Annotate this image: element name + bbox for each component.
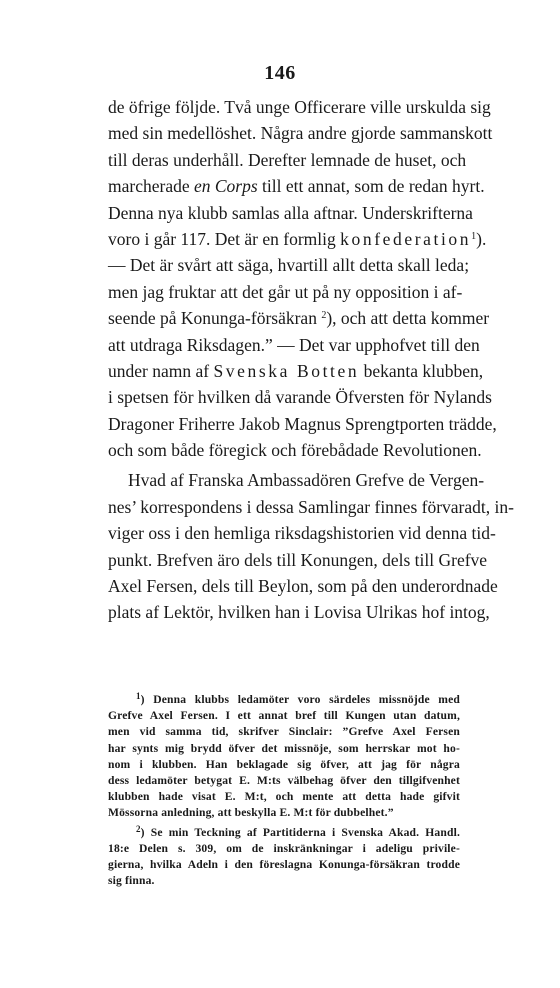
- text-line: viger oss i den hemliga riksdagshistorien vid denna tid-: [108, 523, 496, 544]
- text-line: att utdraga Riksdagen.” — Det var upphofvet till den: [108, 334, 480, 355]
- text-line: i spetsen för hvilken då varande Öfversten för Nylands: [108, 387, 492, 408]
- text-line: och som både föregick och förebådade Revolutionen.: [108, 440, 482, 461]
- spaced-emphasis: Svenska Botten: [213, 360, 360, 381]
- text-fragment: under namn af: [108, 360, 214, 381]
- text-line: med sin medellöshet. Några andre gjorde sammanskott: [108, 123, 493, 144]
- text-line: [108, 226, 487, 252]
- text-fragment: ).: [476, 228, 487, 249]
- text-fragment: marcherade: [108, 176, 194, 197]
- text-fragment: ), och att detta kommer: [326, 308, 490, 329]
- footnote-line: [108, 692, 460, 708]
- footnotes: [108, 692, 460, 889]
- text-line: [108, 358, 484, 384]
- spaced-emphasis: konfederation: [340, 228, 472, 249]
- text-line: plats af Lektör, hvilken han i Lovisa Ulrikas hof intog,: [108, 602, 490, 623]
- footnote-ref: 1: [471, 230, 477, 242]
- text-fragment: voro i går 117. Det är en formlig: [108, 228, 341, 249]
- text-line: Hvad af Franska Ambassadören Grefve de Vergen-: [128, 470, 485, 491]
- text-line: till deras underhåll. Derefter lemnade de huset, och: [108, 149, 467, 170]
- footnote-line: har synts mig brydd öfver det missnöje, som herrskar mot ho-: [108, 741, 460, 755]
- text-line: — Det är svårt att säga, hvartill allt detta skall leda;: [108, 255, 470, 276]
- footnote-line: gierna, hvilka Adeln i den föreslagna Konunga-försäkran trodde: [108, 857, 460, 871]
- footnote-mark: 1: [136, 691, 141, 701]
- footnote-line: dess ledamöter betygat E. M:ts välbehag öfver den tillgifvenhet: [108, 773, 460, 787]
- text-line: Dragoner Friherre Jakob Magnus Sprengtporten trädde,: [108, 413, 497, 434]
- page-number: 146: [264, 62, 296, 84]
- text-line: nes’ korrespondens i dessa Samlingar finnes förvaradt, in-: [108, 496, 514, 517]
- footnote-line: Grefve Axel Fersen. I ett annat bref till Kungen utan datum,: [108, 709, 460, 723]
- main-text: [108, 94, 514, 626]
- footnote-line: 18:e Delen s. 309, om de inskränkningar i adeligu privile-: [108, 841, 460, 855]
- footnote-line: [108, 825, 460, 841]
- footnote-ref: 2: [321, 310, 327, 322]
- text-fragment: bekanta klubben,: [359, 360, 484, 381]
- italic-phrase: en Corps: [193, 176, 258, 197]
- text-line: Denna nya klubb samlas alla aftnar. Underskrifterna: [108, 202, 473, 223]
- text-line: Axel Fersen, dels till Beylon, som på den underordnade: [108, 576, 498, 597]
- text-line: men jag fruktar att det går ut på ny opposition i af-: [108, 281, 463, 302]
- text-fragment: till ett annat, som de redan hyrt.: [257, 176, 485, 197]
- text-line: punkt. Brefven äro dels till Konungen, dels till Grefve: [108, 549, 488, 570]
- text-fragment: ) Se min Teckning af Partitiderna i Svenska Akad. Handl.: [140, 825, 460, 839]
- footnote-line: klubben hade visat E. M:t, och mente att detta hade gifvit: [108, 790, 460, 804]
- text-line: [108, 305, 490, 331]
- text-fragment: ) Denna klubbs ledamöter voro särdeles missnöjde med: [140, 693, 460, 706]
- footnote-line: sig finna.: [108, 874, 155, 888]
- text-line: de öfrige följde. Två unge Officerare ville urskulda sig: [108, 97, 491, 117]
- footnote-line: nom i klubben. Han beklagade sig öfver, att jag för några: [108, 757, 460, 771]
- text-line: [108, 173, 485, 199]
- footnote-line: Mössorna anledning, att beskylla E. M:t för dubbelhet.”: [108, 806, 394, 820]
- text-fragment: seende på Konunga-försäkran: [108, 308, 322, 329]
- footnote-line: men vid samma tid, skrifver Sinclair: ”Grefve Axel Fersen: [108, 725, 460, 739]
- footnote-mark: 2: [136, 823, 141, 834]
